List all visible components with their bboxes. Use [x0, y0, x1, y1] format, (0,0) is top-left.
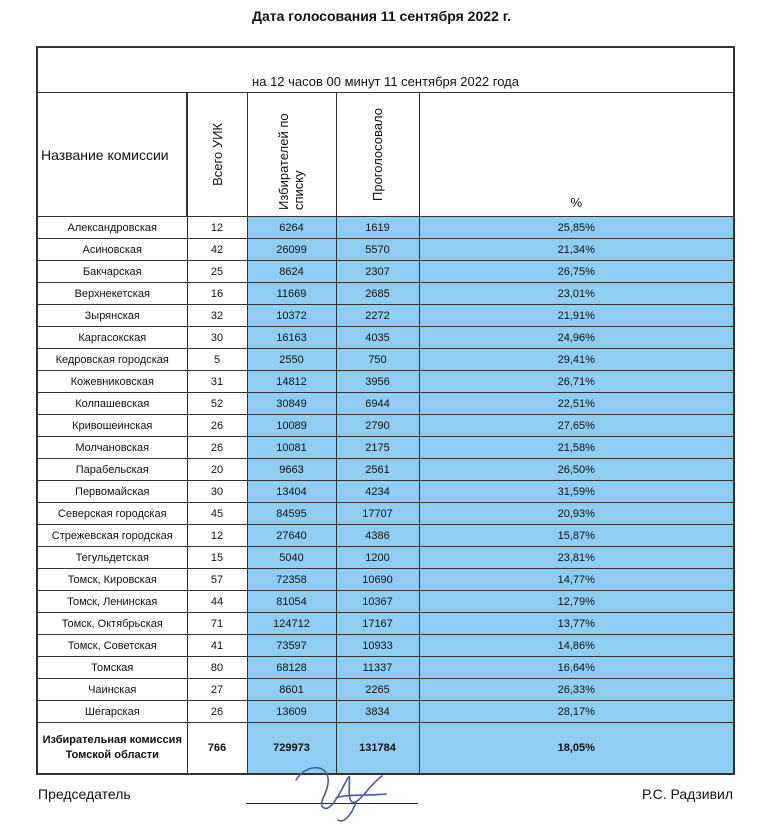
turnout-percent: 28,17%: [419, 701, 734, 723]
table-row: [37, 613, 734, 635]
voted-count: 5570: [336, 239, 419, 261]
table-row: [37, 305, 734, 327]
col-voted-header: [336, 93, 419, 217]
chair-label: Председатель: [38, 786, 131, 802]
turnout-table: [36, 46, 735, 775]
voters-count: 8624: [247, 261, 336, 283]
voters-count: 5040: [247, 547, 336, 569]
turnout-percent: 13,77%: [419, 613, 734, 635]
table-row: [37, 349, 734, 371]
voted-count: 4234: [336, 481, 419, 503]
voters-count: 26099: [247, 239, 336, 261]
commission-name: Александровская: [37, 217, 187, 239]
uik-count: 45: [187, 503, 247, 525]
uik-count: 27: [187, 679, 247, 701]
uik-count: 30: [187, 481, 247, 503]
voters-count: 68128: [247, 657, 336, 679]
turnout-percent: 22,51%: [419, 393, 734, 415]
commission-name: Томская: [37, 657, 187, 679]
voters-count: 30849: [247, 393, 336, 415]
table-row: [37, 657, 734, 679]
turnout-percent: 14,86%: [419, 635, 734, 657]
turnout-percent: 14,77%: [419, 569, 734, 591]
voted-count: 10933: [336, 635, 419, 657]
turnout-percent: 25,85%: [419, 217, 734, 239]
chair-name: Р.С. Радзивил: [642, 786, 733, 802]
uik-count: 32: [187, 305, 247, 327]
column-header-row: [37, 93, 734, 217]
handwritten-signature: [286, 758, 396, 830]
table-row: [37, 591, 734, 613]
col-voters-header: [247, 93, 336, 217]
commission-name: Чаинская: [37, 679, 187, 701]
voted-count: 6944: [336, 393, 419, 415]
col-voters-label: Избирателей по списку: [275, 112, 306, 210]
uik-count: 25: [187, 261, 247, 283]
col-pct-header: %: [419, 93, 734, 217]
commission-name: Колпашевская: [37, 393, 187, 415]
table-row: [37, 503, 734, 525]
voters-count: 13609: [247, 701, 336, 723]
voted-count: 11337: [336, 657, 419, 679]
voted-count: 2272: [336, 305, 419, 327]
commission-name: Верхнекетская: [37, 283, 187, 305]
voted-count: 2685: [336, 283, 419, 305]
uik-count: 80: [187, 657, 247, 679]
voters-count: 72358: [247, 569, 336, 591]
turnout-percent: 27,65%: [419, 415, 734, 437]
voters-count: 84595: [247, 503, 336, 525]
voters-count: 8601: [247, 679, 336, 701]
uik-count: 12: [187, 217, 247, 239]
voters-count: 124712: [247, 613, 336, 635]
table-row: [37, 701, 734, 723]
uik-count: 16: [187, 283, 247, 305]
turnout-percent: 31,59%: [419, 481, 734, 503]
table-row: [37, 481, 734, 503]
commission-name: Бакчарская: [37, 261, 187, 283]
turnout-percent: 23,01%: [419, 283, 734, 305]
turnout-percent: 23,81%: [419, 547, 734, 569]
table-row: [37, 327, 734, 349]
date-title: Дата голосования 11 сентября 2022 г.: [251, 8, 512, 24]
voters-count: 13404: [247, 481, 336, 503]
uik-count: 41: [187, 635, 247, 657]
voters-count: 27640: [247, 525, 336, 547]
turnout-percent: 21,34%: [419, 239, 734, 261]
voted-count: 4386: [336, 525, 419, 547]
table-row: [37, 415, 734, 437]
col-uik-label: Всего УИК: [209, 123, 225, 186]
total-voters: 729973: [247, 723, 336, 775]
table-row: [37, 239, 734, 261]
voters-count: 73597: [247, 635, 336, 657]
uik-count: 71: [187, 613, 247, 635]
commission-name: Томск, Октябрьская: [37, 613, 187, 635]
voted-count: 3834: [336, 701, 419, 723]
voted-count: 4035: [336, 327, 419, 349]
table-row: [37, 261, 734, 283]
uik-count: 15: [187, 547, 247, 569]
turnout-percent: 26,71%: [419, 371, 734, 393]
uik-count: 57: [187, 569, 247, 591]
voters-count: 10081: [247, 437, 336, 459]
voters-count: 11669: [247, 283, 336, 305]
col-uik-header: [187, 93, 247, 217]
commission-name: Кривошеинская: [37, 415, 187, 437]
table-row: [37, 459, 734, 481]
commission-name: Северская городская: [37, 503, 187, 525]
voters-count: 10372: [247, 305, 336, 327]
uik-count: 5: [187, 349, 247, 371]
table-row: [37, 679, 734, 701]
turnout-percent: 21,91%: [419, 305, 734, 327]
commission-name: Парабельская: [37, 459, 187, 481]
turnout-percent: 24,96%: [419, 327, 734, 349]
commission-name: Зырянская: [37, 305, 187, 327]
col-voted-label: Проголосовало: [370, 108, 385, 201]
commission-name: Кедровская городская: [37, 349, 187, 371]
turnout-percent: 16,64%: [419, 657, 734, 679]
table-row: [37, 569, 734, 591]
voted-count: 1200: [336, 547, 419, 569]
uik-count: 52: [187, 393, 247, 415]
total-voted: 131784: [336, 723, 419, 775]
voted-count: 750: [336, 349, 419, 371]
commission-name: Томск, Советская: [37, 635, 187, 657]
voters-count: 9663: [247, 459, 336, 481]
voted-count: 17167: [336, 613, 419, 635]
commission-name: Тегульдетская: [37, 547, 187, 569]
voted-count: 3956: [336, 371, 419, 393]
voters-count: 16163: [247, 327, 336, 349]
turnout-percent: 26,75%: [419, 261, 734, 283]
turnout-percent: 26,33%: [419, 679, 734, 701]
voted-count: 2265: [336, 679, 419, 701]
voters-count: 14812: [247, 371, 336, 393]
voted-count: 2175: [336, 437, 419, 459]
total-uik: 766: [187, 723, 247, 775]
turnout-percent: 12,79%: [419, 591, 734, 613]
voters-count: 6264: [247, 217, 336, 239]
commission-name: Томск, Кировская: [37, 569, 187, 591]
commission-name: Асиновская: [37, 239, 187, 261]
uik-count: 44: [187, 591, 247, 613]
voters-count: 2550: [247, 349, 336, 371]
voted-count: 2561: [336, 459, 419, 481]
table-row: [37, 217, 734, 239]
turnout-percent: 15,87%: [419, 525, 734, 547]
commission-name: Томск, Ленинская: [37, 591, 187, 613]
voted-count: 1619: [336, 217, 419, 239]
uik-count: 26: [187, 415, 247, 437]
table-row: [37, 393, 734, 415]
turnout-percent: 29,41%: [419, 349, 734, 371]
uik-count: 31: [187, 371, 247, 393]
voted-count: 2307: [336, 261, 419, 283]
voted-count: 2790: [336, 415, 419, 437]
voters-count: 10089: [247, 415, 336, 437]
time-caption-row: [37, 47, 734, 93]
table-row: [37, 437, 734, 459]
commission-name: Каргасокская: [37, 327, 187, 349]
uik-count: 20: [187, 459, 247, 481]
voted-count: 10690: [336, 569, 419, 591]
turnout-percent: 20,93%: [419, 503, 734, 525]
table-row: [37, 525, 734, 547]
uik-count: 30: [187, 327, 247, 349]
total-percent: 18,05%: [419, 723, 734, 775]
uik-count: 42: [187, 239, 247, 261]
voters-count: 81054: [247, 591, 336, 613]
table-row: [37, 635, 734, 657]
turnout-percent: 26,50%: [419, 459, 734, 481]
commission-name: Шегарская: [37, 701, 187, 723]
uik-count: 26: [187, 701, 247, 723]
total-name: Избирательная комиссия Томской области: [37, 723, 187, 775]
table-row: [37, 371, 734, 393]
commission-name: Кожевниковская: [37, 371, 187, 393]
table-row: [37, 283, 734, 305]
commission-name: Первомайская: [37, 481, 187, 503]
table-row: [37, 547, 734, 569]
uik-count: 26: [187, 437, 247, 459]
commission-name: Стрежевская городская: [37, 525, 187, 547]
commission-name: Молчановская: [37, 437, 187, 459]
voted-count: 17707: [336, 503, 419, 525]
uik-count: 12: [187, 525, 247, 547]
col-name-header: Название комиссии: [37, 93, 187, 217]
time-caption: на 12 часов 00 минут 11 сентября 2022 года: [37, 47, 734, 93]
voted-count: 10367: [336, 591, 419, 613]
turnout-percent: 21,58%: [419, 437, 734, 459]
